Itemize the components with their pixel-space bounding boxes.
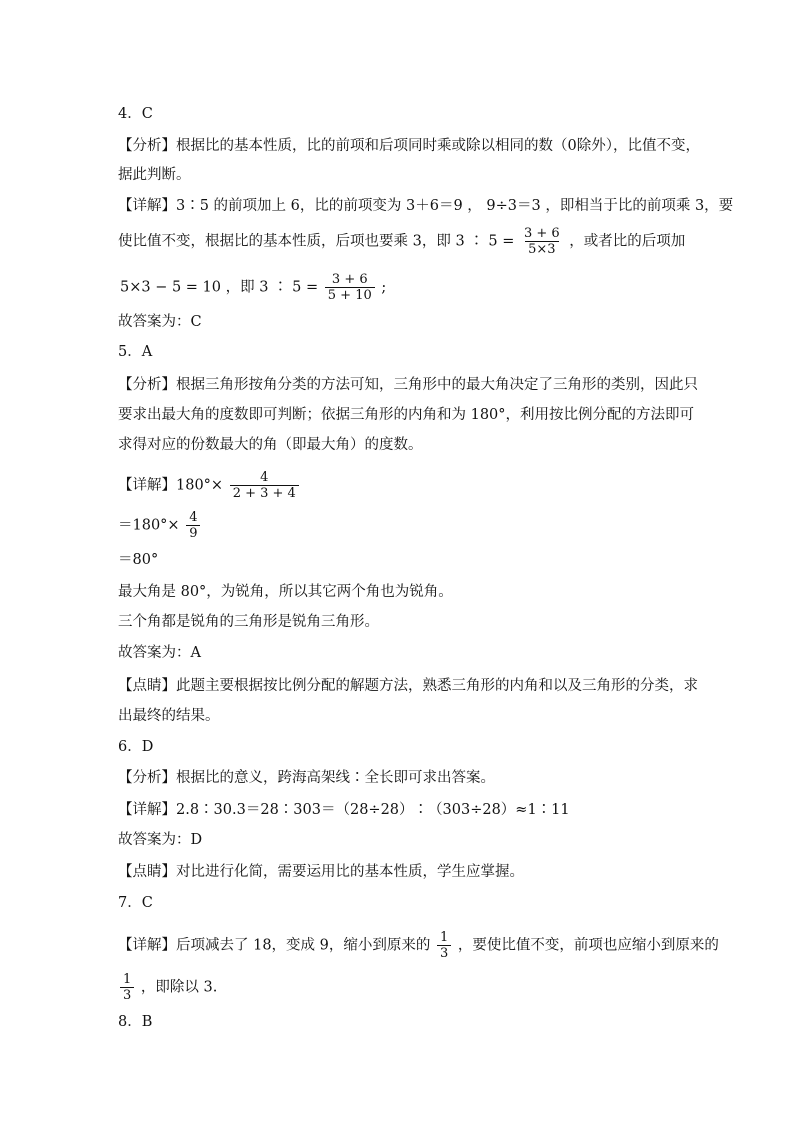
- q5-number: 5．A: [118, 344, 153, 360]
- q4-detail-line-1: 【详解】3∶5 的前项加上 6，比的前项变为 3＋6＝9 ， 9÷3＝3 ，即相当于比的前项乘 3，要: [118, 198, 734, 214]
- q4-answer: 故答案为：C: [118, 314, 202, 330]
- q5-analysis-line-3: 求得对应的份数最大的角（即最大角）的度数。: [118, 437, 423, 453]
- q4-analysis-line-1: 【分析】根据比的基本性质，比的前项和后项同时乘或除以相同的数（0除外），比值不变，: [118, 138, 700, 154]
- q4-detail-line-2: [118, 226, 685, 257]
- q6-answer: 故答案为：D: [118, 832, 203, 848]
- q4-detail-line-2-pre: 使比值不变，根据比的基本性质，后项也要乘 3，即 3 ∶ 5 =: [118, 233, 515, 250]
- q4-detail-line-3-pre: 5×3 − 5 = 10 ，即 3 ∶ 5 =: [120, 279, 319, 296]
- q4-fraction-1: [521, 226, 563, 257]
- q7-fraction-1-numerator: 1: [440, 930, 449, 945]
- q4-fraction-1-numerator: 3 + 6: [523, 226, 560, 241]
- q7-fraction-2-numerator: 1: [123, 972, 132, 987]
- q5-comment-line-2: 出最终的结果。: [118, 708, 220, 724]
- q6-analysis: 【分析】根据比的意义，跨海高架线∶全长即可求出答案。: [118, 770, 495, 786]
- q4-fraction-2-denominator: 5 + 10: [325, 287, 375, 303]
- q6-comment: 【点睛】对比进行化简，需要运用比的基本性质，学生应掌握。: [118, 864, 524, 880]
- q5-step2-pre: ＝180°×: [118, 517, 180, 534]
- q7-fraction-1: [437, 930, 451, 961]
- q5-fraction-2-numerator: 4: [189, 510, 198, 525]
- q5-detail-line-1: [118, 470, 301, 501]
- q7-number: 7．C: [118, 895, 153, 911]
- q7-detail-line-2-post: ，即除以 3.: [140, 979, 218, 996]
- q5-comment-line-1: 【点睛】此题主要根据按比例分配的解题方法，熟悉三角形的内角和以及三角形的分类，求: [118, 678, 698, 694]
- q5-fraction-1: [230, 470, 299, 501]
- q7-detail-line-1-pre: 【详解】后项减去了 18，变成 9，缩小到原来的: [118, 937, 431, 954]
- q4-analysis-line-2: 据此判断。: [118, 167, 191, 183]
- q5-detail-line-3: ＝80°: [118, 552, 159, 568]
- q4-detail-line-3: [120, 272, 386, 303]
- q7-detail-line-1: [118, 930, 719, 961]
- q7-detail-line-1-post: ，要使比值不变，前项也应缩小到原来的: [457, 937, 719, 954]
- q4-fraction-1-denominator: 5×3: [525, 241, 558, 257]
- q5-analysis-line-1: 【分析】根据三角形按角分类的方法可知，三角形中的最大角决定了三角形的类别，因此只: [118, 377, 698, 393]
- q5-fraction-2: [186, 510, 200, 541]
- q8-number: 8．B: [118, 1014, 153, 1030]
- q5-fraction-1-numerator: 4: [260, 470, 269, 485]
- q5-conclusion-line-1: 最大角是 80°，为锐角，所以其它两个角也为锐角。: [118, 584, 453, 600]
- q5-conclusion-line-2: 三个角都是锐角的三角形是锐角三角形。: [118, 614, 379, 630]
- q6-number: 6．D: [118, 739, 154, 755]
- q7-fraction-1-denominator: 3: [437, 945, 451, 961]
- q4-detail-line-2-post: ，或者比的后项加: [569, 233, 686, 250]
- q5-fraction-2-denominator: 9: [186, 525, 200, 541]
- q4-number: 4．C: [118, 106, 153, 122]
- q4-detail-line-3-post: ;: [381, 279, 387, 296]
- q5-answer: 故答案为：A: [118, 645, 201, 661]
- q7-fraction-2: [120, 972, 134, 1003]
- q5-analysis-line-2: 要求出最大角的度数即可判断；依据三角形的内角和为 180°，利用按比例分配的方法即可: [118, 407, 695, 423]
- q5-detail-line-2: [118, 510, 202, 541]
- q5-detail-pre: 【详解】180°×: [118, 477, 224, 494]
- q6-detail: 【详解】2.8∶30.3＝28∶303＝（28÷28）∶（303÷28）≈1∶11: [118, 802, 570, 818]
- q7-fraction-2-denominator: 3: [120, 987, 134, 1003]
- q4-fraction-2-numerator: 3 + 6: [331, 272, 368, 287]
- q5-fraction-1-denominator: 2 + 3 + 4: [230, 485, 299, 501]
- q4-fraction-2: [325, 272, 375, 303]
- q7-detail-line-2: [118, 972, 217, 1003]
